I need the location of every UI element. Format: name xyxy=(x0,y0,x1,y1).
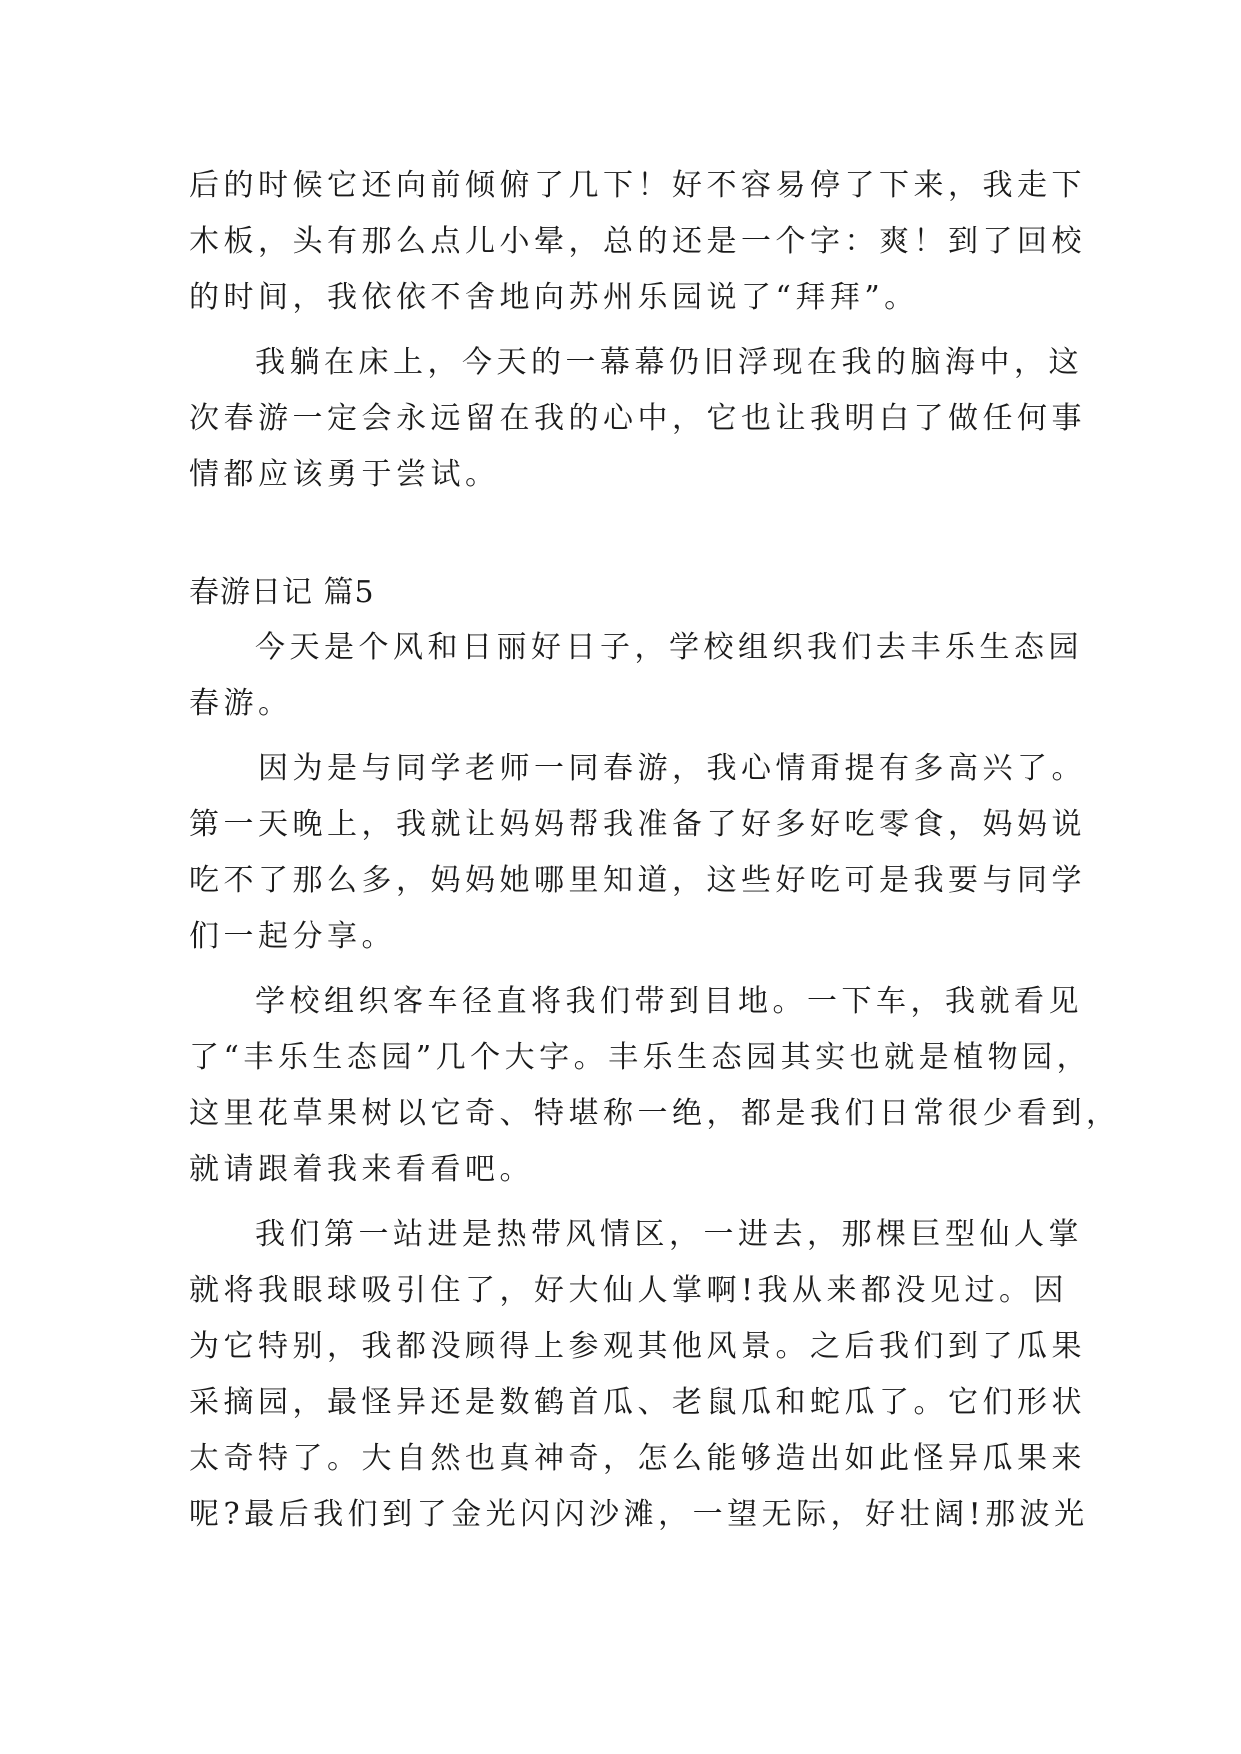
text-line: 这里花草果树以它奇、特堪称一绝，都是我们日常很少看到， xyxy=(189,1096,1121,1131)
text-line: 了“丰乐生态园”几个大字。丰乐生态园其实也就是植物园， xyxy=(189,1040,1092,1075)
text-line: 的时间，我依依不舍地向苏州乐园说了“拜拜”。 xyxy=(189,280,919,315)
text-line: 我躺在床上，今天的一幕幕仍旧浮现在我的脑海中，这 xyxy=(255,345,1083,380)
text-line: 因为是与同学老师一同春游，我心情甭提有多高兴了。 xyxy=(258,751,1086,786)
text-line: 情都应该勇于尝试。 xyxy=(189,457,500,492)
text-line: 春游。 xyxy=(189,686,293,721)
text-line: 吃不了那么多，妈妈她哪里知道，这些好吃可是我要与同学 xyxy=(189,863,1086,898)
text-line: 们一起分享。 xyxy=(189,919,396,954)
text-line: 就将我眼球吸引住了，好大仙人掌啊!我从来都没见过。因 xyxy=(189,1273,1069,1308)
text-line: 我们第一站进是热带风情区，一进去，那棵巨型仙人掌 xyxy=(255,1217,1083,1252)
text-line: 后的时候它还向前倾俯了几下！好不容易停了下来，我走下 xyxy=(189,168,1086,203)
text-line: 木板，头有那么点儿小晕，总的还是一个字：爽！到了回校 xyxy=(189,224,1086,259)
text-line: 今天是个风和日丽好日子，学校组织我们去丰乐生态园 xyxy=(255,630,1083,665)
text-line: 采摘园，最怪异还是数鹤首瓜、老鼠瓜和蛇瓜了。它们形状 xyxy=(189,1385,1086,1420)
text-line: 为它特别，我都没顾得上参观其他风景。之后我们到了瓜果 xyxy=(189,1329,1086,1364)
text-line: 次春游一定会永远留在我的心中，它也让我明白了做任何事 xyxy=(189,401,1086,436)
section-title: 春游日记 篇5 xyxy=(189,575,375,610)
text-line: 学校组织客车径直将我们带到目地。一下车，我就看见 xyxy=(255,984,1083,1019)
text-line: 就请跟着我来看看吧。 xyxy=(189,1152,534,1187)
text-line: 太奇特了。大自然也真神奇，怎么能够造出如此怪异瓜果来 xyxy=(189,1441,1086,1476)
text-line: 第一天晚上，我就让妈妈帮我准备了好多好吃零食，妈妈说 xyxy=(189,807,1086,842)
text-line: 呢?最后我们到了金光闪闪沙滩，一望无际，好壮阔!那波光 xyxy=(189,1497,1089,1532)
